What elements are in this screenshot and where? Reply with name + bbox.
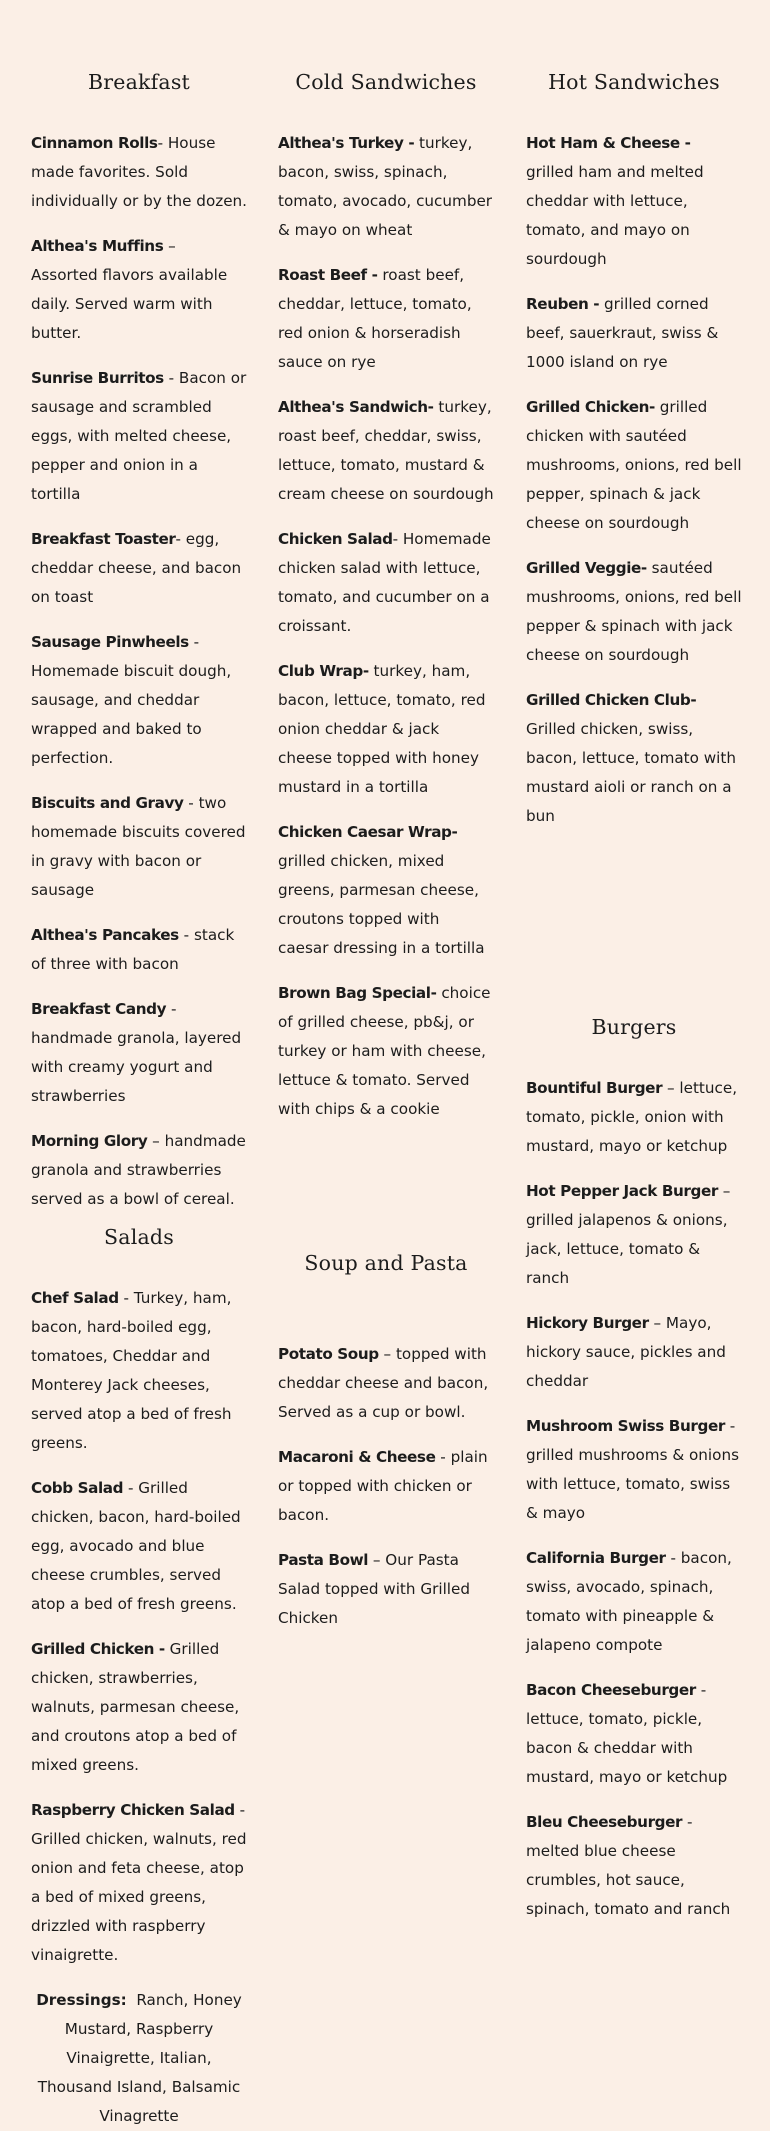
menu-item xyxy=(526,1309,742,1396)
menu-item xyxy=(31,1796,247,1970)
item-desc: - plain or topped with chicken or bacon. xyxy=(278,1448,488,1524)
menu-item xyxy=(278,1340,494,1427)
menu-item xyxy=(31,995,247,1111)
menu-item xyxy=(31,232,247,348)
soup-pasta-list xyxy=(278,1340,494,1633)
item-desc: - grilled mushrooms & onions with lettuce, tomato, swiss & mayo xyxy=(526,1417,739,1522)
item-name: Cinnamon Rolls xyxy=(31,134,158,152)
item-name: Hot Pepper Jack Burger xyxy=(526,1182,718,1200)
item-desc: – lettuce, tomato, pickle, onion with mustard, mayo or ketchup xyxy=(526,1079,738,1155)
item-name: Grilled Chicken- xyxy=(526,398,655,416)
item-desc: turkey, bacon, swiss, spinach, tomato, avocado, cucumber & mayo on wheat xyxy=(278,134,493,239)
item-name: Bleu Cheeseburger xyxy=(526,1813,683,1831)
item-name: Morning Glory xyxy=(31,1132,148,1150)
item-name: Grilled Chicken - xyxy=(31,1640,165,1658)
menu-item xyxy=(278,525,494,641)
hot-sandwiches-section xyxy=(526,70,742,94)
dressings-list: Ranch, Honey Mustard, Raspberry Vinaigrette, Italian, Thousand Island, Balsamic Vinagrette xyxy=(37,1991,242,2125)
item-desc: - egg, cheddar cheese, and bacon on toast xyxy=(31,530,242,606)
breakfast-section xyxy=(31,70,247,94)
menu-item xyxy=(278,818,494,963)
item-name: Potato Soup xyxy=(278,1345,379,1363)
item-desc: - lettuce, tomato, pickle, bacon & cheddar with mustard, mayo or ketchup xyxy=(526,1681,728,1786)
item-desc: grilled chicken with sautéed mushrooms, onions, red bell pepper, spinach & jack cheese on sourdough xyxy=(526,398,742,532)
item-name: Cobb Salad xyxy=(31,1479,124,1497)
item-name: Hot Ham & Cheese - xyxy=(526,134,691,152)
item-name: Macaroni & Cheese xyxy=(278,1448,436,1466)
menu-item xyxy=(31,789,247,905)
item-desc: – topped with cheddar cheese and bacon, Served as a cup or bowl. xyxy=(278,1345,489,1421)
menu-item xyxy=(526,1544,742,1660)
item-name: Brown Bag Special- xyxy=(278,984,437,1002)
dressings-note xyxy=(31,1986,247,2131)
item-desc: - melted blue cheese crumbles, hot sauce, spinach, tomato and ranch xyxy=(526,1813,731,1918)
item-name: Grilled Chicken Club- xyxy=(526,691,697,709)
item-desc: – Assorted flavors available daily. Served warm with butter. xyxy=(31,237,228,342)
menu-item xyxy=(31,525,247,612)
item-name: Breakfast Candy xyxy=(31,1000,167,1018)
burgers-section xyxy=(526,1015,742,1039)
menu-item xyxy=(526,393,742,538)
breakfast-list xyxy=(31,129,247,1214)
menu-item xyxy=(526,1074,742,1161)
dressings-label: Dressings: xyxy=(36,1991,127,2009)
menu-item xyxy=(526,290,742,377)
menu-item xyxy=(31,628,247,773)
item-name: Raspberry Chicken Salad xyxy=(31,1801,235,1819)
item-desc: Grilled chicken, strawberries, walnuts, parmesan cheese, and croutons atop a bed of mixed greens. xyxy=(31,1640,240,1774)
item-name: Roast Beef - xyxy=(278,266,378,284)
cold-sandwiches-section xyxy=(278,70,494,94)
item-name: Chef Salad xyxy=(31,1289,119,1307)
menu-item xyxy=(526,1808,742,1924)
item-desc: - Homemade chicken salad with lettuce, tomato, and cucumber on a croissant. xyxy=(278,530,491,635)
item-desc: - stack of three with bacon xyxy=(31,926,235,973)
breakfast-title: Breakfast xyxy=(87,70,190,94)
menu-item xyxy=(31,364,247,509)
menu-item xyxy=(31,1284,247,1458)
item-name: Althea's Muffins xyxy=(31,237,164,255)
item-name: Chicken Caesar Wrap- xyxy=(278,823,458,841)
item-desc: turkey, roast beef, cheddar, swiss, lettuce, tomato, mustard & cream cheese on sourdough xyxy=(278,398,494,503)
item-desc: – grilled jalapenos & onions, jack, lettuce, tomato & ranch xyxy=(526,1182,731,1287)
item-name: Club Wrap- xyxy=(278,662,369,680)
item-name: Reuben - xyxy=(526,295,600,313)
menu-item xyxy=(526,1177,742,1293)
menu-item xyxy=(278,261,494,377)
menu-item xyxy=(31,921,247,979)
item-desc: - Turkey, ham, bacon, hard-boiled egg, tomatoes, Cheddar and Monterey Jack cheeses, served atop a bed of fresh greens. xyxy=(31,1289,232,1452)
item-desc: sautéed mushrooms, onions, red bell pepper & spinach with jack cheese on sourdough xyxy=(526,559,742,664)
menu-item xyxy=(526,686,742,831)
item-desc: roast beef, cheddar, lettuce, tomato, red onion & horseradish sauce on rye xyxy=(278,266,472,371)
item-name: California Burger xyxy=(526,1549,666,1567)
item-name: Pasta Bowl xyxy=(278,1551,369,1569)
menu-item xyxy=(278,129,494,245)
menu-item xyxy=(31,1635,247,1780)
item-desc: - Grilled chicken, bacon, hard-boiled egg, avocado and blue cheese crumbles, served atop a bed of fresh greens. xyxy=(31,1479,241,1613)
menu-item xyxy=(31,1474,247,1619)
salads-list xyxy=(31,1284,247,2131)
item-desc: Grilled chicken, swiss, bacon, lettuce, tomato with mustard aioli or ranch on a bun xyxy=(526,720,736,825)
item-desc: grilled ham and melted cheddar with lettuce, tomato, and mayo on sourdough xyxy=(526,163,704,268)
item-desc: – Mayo, hickory sauce, pickles and cheddar xyxy=(526,1314,726,1390)
item-name: Biscuits and Gravy xyxy=(31,794,184,812)
hot-sandwiches-title: Hot Sandwiches xyxy=(548,70,720,94)
menu-item xyxy=(278,393,494,509)
item-desc: grilled corned beef, sauerkraut, swiss & 1000 island on rye xyxy=(526,295,719,371)
menu-item xyxy=(526,1412,742,1528)
item-desc: choice of grilled cheese, pb&j, or turkey or ham with cheese, lettuce & tomato. Served with chips & a cookie xyxy=(278,984,491,1118)
item-name: Bacon Cheeseburger xyxy=(526,1681,696,1699)
item-desc: - Bacon or sausage and scrambled eggs, with melted cheese, pepper and onion in a tortilla xyxy=(31,369,247,503)
item-name: Breakfast Toaster xyxy=(31,530,176,548)
item-desc: – Our Pasta Salad topped with Grilled Chicken xyxy=(278,1551,470,1627)
item-desc: - two homemade biscuits covered in gravy with bacon or sausage xyxy=(31,794,246,899)
menu-item xyxy=(526,554,742,670)
item-desc: turkey, ham, bacon, lettuce, tomato, red onion cheddar & jack cheese topped with honey mustard in a tortilla xyxy=(278,662,486,796)
item-desc: - Grilled chicken, walnuts, red onion and feta cheese, atop a bed of mixed greens, drizzled with raspberry vinaigrette. xyxy=(31,1801,247,1964)
soup-pasta-section xyxy=(278,1251,494,1275)
hot-sandwiches-list xyxy=(526,129,742,831)
item-name: Althea's Pancakes xyxy=(31,926,179,944)
item-name: Althea's Turkey - xyxy=(278,134,415,152)
item-name: Bountiful Burger xyxy=(526,1079,663,1097)
item-name: Sunrise Burritos xyxy=(31,369,164,387)
item-name: Mushroom Swiss Burger xyxy=(526,1417,725,1435)
menu-item xyxy=(31,1127,247,1214)
item-name: Grilled Veggie- xyxy=(526,559,647,577)
item-desc: grilled chicken, mixed greens, parmesan cheese, croutons topped with caesar dressing in a tortilla xyxy=(278,852,485,957)
item-name: Althea's Sandwich- xyxy=(278,398,434,416)
salads-title: Salads xyxy=(104,1225,174,1249)
item-desc: – handmade granola and strawberries served as a bowl of cereal. xyxy=(31,1132,246,1208)
item-desc: - bacon, swiss, avocado, spinach, tomato with pineapple & jalapeno compote xyxy=(526,1549,732,1654)
menu-item xyxy=(278,1443,494,1530)
menu-item xyxy=(31,129,247,216)
menu-item xyxy=(278,979,494,1124)
item-name: Hickory Burger xyxy=(526,1314,649,1332)
salads-section xyxy=(31,1225,247,1249)
item-name: Chicken Salad xyxy=(278,530,393,548)
menu-item xyxy=(278,1546,494,1633)
menu-item xyxy=(526,129,742,274)
item-desc: - handmade granola, layered with creamy yogurt and strawberries xyxy=(31,1000,242,1105)
item-desc: - Homemade biscuit dough, sausage, and cheddar wrapped and baked to perfection. xyxy=(31,633,232,767)
burgers-list xyxy=(526,1074,742,1924)
menu-item xyxy=(278,657,494,802)
cold-sandwiches-list xyxy=(278,129,494,1124)
soup-pasta-title: Soup and Pasta xyxy=(304,1251,468,1275)
item-desc: - House made favorites. Sold individually or by the dozen. xyxy=(31,134,248,210)
item-name: Sausage Pinwheels xyxy=(31,633,189,651)
cold-sandwiches-title: Cold Sandwiches xyxy=(295,70,477,94)
menu-item xyxy=(526,1676,742,1792)
burgers-title: Burgers xyxy=(591,1015,677,1039)
